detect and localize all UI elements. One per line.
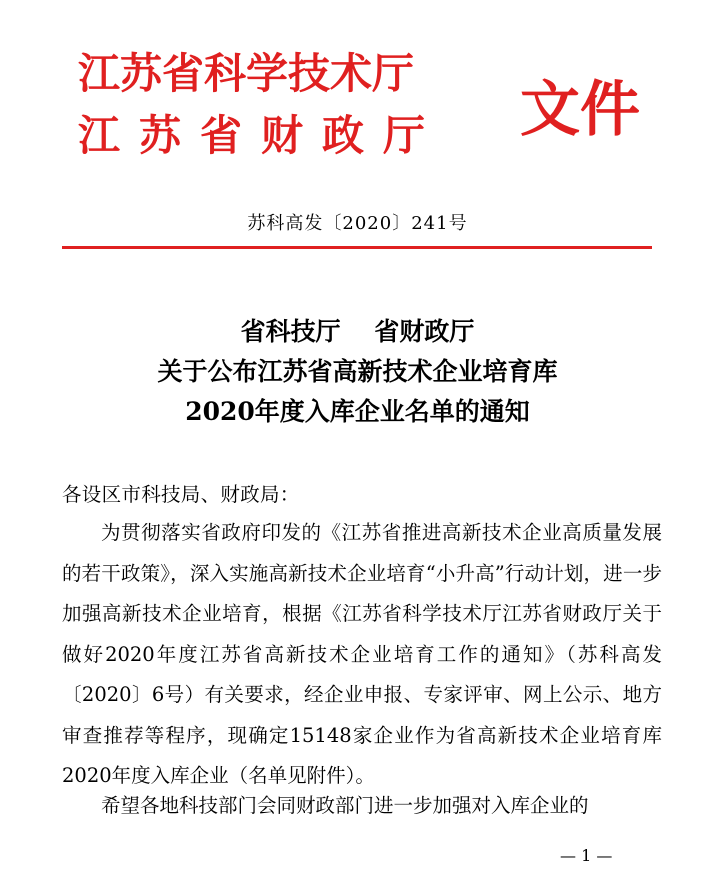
issuing-org-line-2: 江苏省财政厅 xyxy=(78,111,445,160)
notice-title-line-1: 省科技厅 省财政厅 xyxy=(240,317,475,346)
notice-title-line-2: 关于公布江苏省高新技术企业培育库 xyxy=(157,357,558,386)
salutation: 各设区市科技局、财政局： xyxy=(62,483,300,506)
body-paragraph-2: 希望各地科技部门会同财政部门进一步加强对入库企业的 xyxy=(101,794,589,817)
issuing-org-line-1: 江苏省科学技术厅 xyxy=(78,49,415,98)
body-paragraph-1: 为贯彻落实省政府印发的《江苏省推进高新技术企业高质量发展的若干政策》，深入实施高新技术企业培育“小升高”行动计划，进一步加强高新技术企业培育，根据《江苏省科学技术厅江苏省财政厅关于做好2020年度江苏省高新技术企业培育工作的通知》（苏科高发〔2020〕6号）有关要求，经企业申报、专家评审、网上公示、地方审查推荐等程序，现确定15148家企业作为省高新技术企业培育库2020年度入库企业（名单见附件）。 xyxy=(62,521,662,787)
page-number: — 1 — xyxy=(560,846,613,865)
document-type-label: 文件 xyxy=(520,75,640,145)
header-red-rule xyxy=(62,246,652,249)
document-number: 苏科高发〔2020〕241号 xyxy=(247,213,468,234)
notice-title-line-3: 2020年度入库企业名单的通知 xyxy=(185,397,530,426)
